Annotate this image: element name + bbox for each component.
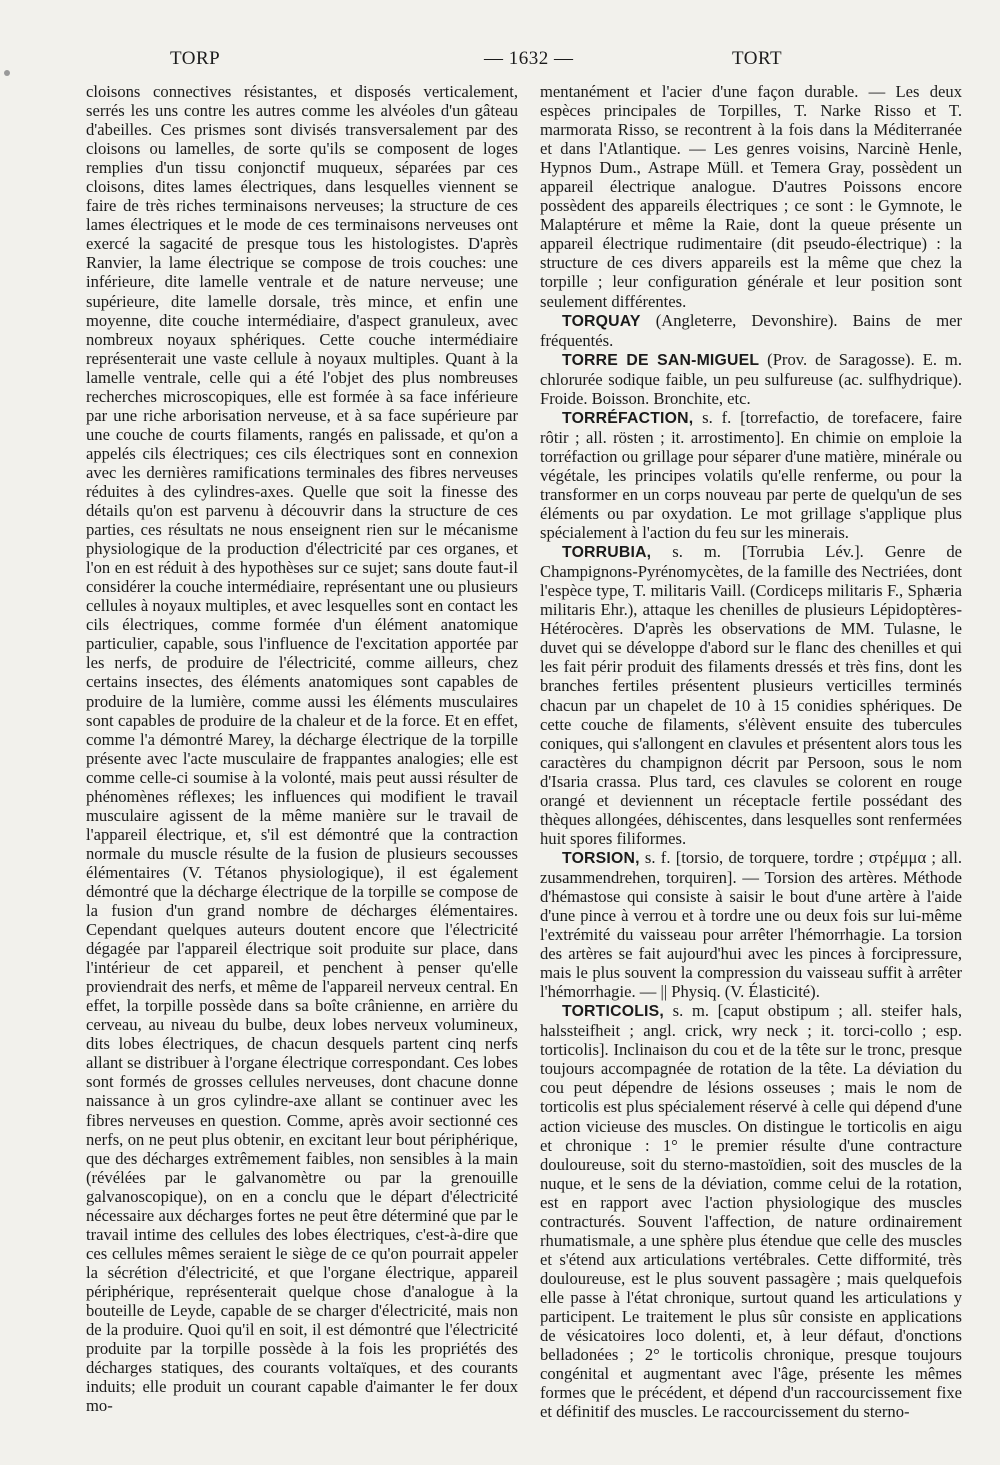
entry-headword: TORTICOLIS,	[562, 1003, 664, 1021]
entry-torre-de-san-miguel	[540, 350, 962, 408]
right-column-continuation: mentanément et l'acier d'une façon durable. — Les deux espèces principales de Torpilles, T. Narke Risso et T. marmorata Risso, se recontrent à la fois dans la Méditerranée et dans l'Atlantique. — Les genres voisins, Narcinè Henle, Hypnos Dum., Astrape Müll. et Temera Gray, possèdent un appareil électrique analogue. D'autres Poissons encore possèdent des appareils électriques ; ce sont : le Gymnote, le Malaptérure et même la Raie, dont la queue présente un appareil électrique rudimentaire (dit pseudo-électrique) : la structure de ces divers appareils est la même que chez la torpille ; leur configuration générale et leur position sont seulement différentes.	[540, 82, 962, 311]
entry-headword: TORSION,	[562, 849, 640, 867]
left-column-text: cloisons connectives résistantes, et disposés verticalement, serrés les uns contre les autres comme les alvéoles d'un gâteau d'abeilles. Ces prismes sont divisés transversalement par des cloisons ou lamelles, de sorte qu'ils se composent de loges remplies d'un tissu conjonctif muqueux, séparées par ces cloisons, dites lames électriques, dans lesquelles viennent se faire de très riches terminaisons nerveuses; la structure de ces lames électriques et le mode de ces terminaisons nerveuses ont exercé la sagacité de presque tous les histologistes. D'après Ranvier, la lame électrique se compose de trois couches: une inférieure, dite lamelle ventrale et de nature nerveuse; une supérieure, dite lamelle dorsale, très mince, et enfin une moyenne, dite couche intermédiaire, d'aspect granuleux, avec nombreux noyaux sphériques. Cette couche intermédiaire représenterait une vaste cellule à noyaux multiples. Quant à la lamelle ventrale, celle qui a été l'objet des plus nombreuses recherches microscopiques, elle est formée à sa face inférieure par une riche arborisation nerveuse, et à sa face supérieure par une couche de courts filaments, rangés en palissade, et qu'on a appelés cils électriques; ces cils électriques sont en connexion avec les dernières ramifications terminales des fibres nerveuses réduites à des cylindres-axes. Quelle que soit la finesse des détails qu'on est parvenu à découvrir dans la structure de ces parties, ces résultats ne nous enseignent rien sur le mécanisme physiologique de la production d'électricité par ces organes, et l'on en est réduit à des hypothèses sur ce sujet; sans doute faut-il considérer la couche intermédiaire, représentant une ou plusieurs cellules à noyaux multiples, et avec lesquelles sont en contact les cils électriques, comme formée d'un élément anatomique particulier, capable, sous l'influence de l'excitation apportée par les nerfs, de produire de l'électricité, comme ailleurs, chez certains insectes, des éléments anatomiques sont capables de produire de la lumière, comme aussi les éléments musculaires sont capables de produire de la chaleur et de la force. Et en effet, comme l'a démontré Marey, la décharge électrique de la torpille présente avec l'acte musculaire de frappantes analogies; elle est comme celle-ci soumise à la volonté, mais peut aussi résulter de phénomènes réflexes; les influences qui modifient le travail musculaire agissent de la même manière sur le travail de l'appareil électrique, et, s'il est démontré que la contraction normale du muscle résulte de la fusion de plusieurs secousses élémentaires (V. Tétanos physiologique), il est également démontré que la décharge électrique de la torpille se compose de la fusion d'un grand nombre de décharges élémentaires. Cependant quelques auteurs doutent encore que l'électricité dégagée par l'appareil électrique soit produite sur place, dans l'intérieur de cet appareil, et penchent à penser qu'elle proviendrait des nerfs, et même de l'appareil nerveux central. En effet, la torpille possède dans sa boîte crânienne, en arrière du cerveau, au niveau du bulbe, deux lobes nerveux volumineux, dits lobes électriques, de chacun desquels partent cinq nerfs allant se distribuer à l'organe électrique correspondant. Ces lobes sont formés de grosses cellules nerveuses, dont chacune donne naissance à un gros cylindre-axe allant se continuer avec les fibres nerveuses en question. Comme, après avoir sectionné ces nerfs, on ne peut plus obtenir, en excitant leur bout périphérique, que des décharges extrêmement faibles, non sensibles à la main (révélées par le galvanomètre ou par la grenouille galvanoscopique), on en a conclu que le départ d'électricité nécessaire aux décharges fortes ne peut être déterminé que par le travail intime des cellules des lobes électriques, c'est-à-dire que ces cellules mêmes seraient le siège de ce qu'on pourrait appeler la sécrétion d'électricité, et que l'organe électrique, appareil périphérique, représenterait quelque chose d'analogue à la bouteille de Leyde, capable de se charger d'électricité, mais non de la produire. Quoi qu'il en soit, il est démontré que l'électricité produite par la torpille possède à la fois les propriétés des décharges statiques, des courants voltaïques, et des courants induits; elle produit un courant capable d'aimanter le fer doux mo-	[86, 82, 518, 1416]
running-header	[86, 48, 962, 76]
entry-torquay	[540, 311, 962, 350]
header-left-guide-word: TORP	[170, 48, 221, 69]
entry-definition: s. f. [torsio, de torquere, tordre ; στρέμμα ; all. zusammendrehen, torquiren]. — Torsion des artères. Méthode d'hémastose qui consiste à saisir le bout d'une artère à l'aide d'une pince à verrou et à tordre une ou deux fois sur lui-même l'extrémité du vaisseau pour arrêter l'hémorrhagie. La torsion des artères se fait aujourd'hui avec les pinces à forcipressure, mais le plus souvent la compression du vaisseau suffit à arrêter l'hémorrhagie. — || Physiq. (V. Élasticité).	[540, 847, 962, 1002]
entry-headword: TORQUAY	[562, 312, 641, 330]
entry-definition: s. m. [Torrubia Lév.]. Genre de Champignons-Pyrénomycètes, de la famille des Nectriées, dont l'espèce type, T. militaris Vaill. (Cordiceps militaris F., Sphæria militaris Ehr.), attaque les chenilles de plusieurs Lépidoptères-Hétérocères. D'après les observations de MM. Tulasne, le duvet qui se développe d'abord sur le flanc des chenilles et qui les fait périr produit des filaments dressés et très fins, dont les branches fertiles présentent plusieurs verticilles terminés chacun par un chapelet de 10 à 15 conidies sphériques. De cette couche de filaments, s'élèvent ensuite des tubercules coniques, qui s'allongent en clavules et présentent alors tous les caractères du champignon décrit par Persoon, sous le nom d'Isaria crassa. Plus tard, ces clavules se colorent en rouge orangé et deviennent un réceptacle fertile possédant des thèques allongées, déhiscentes, dans lesquelles sont renfermées huit spores filiformes.	[540, 542, 962, 848]
entry-torsion	[540, 848, 962, 1001]
entry-definition: s. f. [torrefactio, de torefacere, faire rôtir ; all. rösten ; it. arrostimento]. En chimie on emploie la torréfaction ou grillage pour séparer d'une matière, minérale ou végétale, les principes volatils qu'elle renferme, ou pour la transformer en un corps nouveau par perte de quelqu'un de ses éléments ou par oxydation. Le mot grillage s'applique plus spécialement à l'action du feu sur les minerais.	[540, 407, 962, 543]
entry-definition: (Angleterre, Devonshire). Bains de mer fréquentés.	[540, 310, 962, 350]
entry-torticolis	[540, 1001, 962, 1421]
entry-definition: s. m. [caput obstipum ; all. steifer hals, halssteifheit ; angl. crick, wry neck ; it. torci-collo ; esp. torticolis]. Inclinaison du cou et de la tête sur le tronc, presque toujours accompagnée de rotation de la tête. La déviation du cou peut dépendre de lésions osseuses ; mais le nom de torticolis est plus spécialement réservé à celle qui dépend d'une action vicieuse des muscles. On distingue le torticolis en aigu et chronique : 1° le premier résulte d'une contracture douloureuse, soit du sterno-mastoïdien, soit des muscles de la nuque, et le sens de la déviation, comme celui de la rotation, est en rapport avec l'action physiologique des muscles contracturés. Souvent l'affection, de nature ordinairement rhumatismale, a une sphère plus étendue que celle des muscles et s'étend aux articulations vertébrales. Cette difformité, très douloureuse, est le plus souvent passagère ; mais quelquefois elle passe à l'état chronique, surtout quand les articulations y participent. Le traitement le plus sûr consiste en applications de vésicatoires loco dolenti, et, à leur défaut, d'onctions belladonées ; 2° le torticolis chronique, presque toujours congénital et augmentant avec l'âge, présente les mêmes formes que le précédent, et dépend d'un raccourcissement fixe et définitif des muscles. Le raccourcissement du sterno-	[540, 1001, 962, 1422]
entry-torrubia	[540, 542, 962, 848]
page-number: — 1632 —	[484, 48, 574, 69]
margin-speck	[4, 70, 10, 76]
header-right-guide-word: TORT	[732, 48, 783, 69]
entry-headword: TORRUBIA,	[562, 544, 652, 562]
left-column	[86, 82, 518, 1415]
right-column	[540, 82, 962, 1421]
entry-headword: TORRE DE SAN-MIGUEL	[562, 351, 760, 369]
entry-definition: (Prov. de Saragosse). E. m. chlorurée sodique faible, un peu sulfureuse (ac. sulfhydrique). Froide. Boisson. Bronchite, etc.	[540, 349, 962, 408]
entry-torrefaction	[540, 408, 962, 542]
entry-headword: TORRÉFACTION,	[562, 409, 694, 427]
